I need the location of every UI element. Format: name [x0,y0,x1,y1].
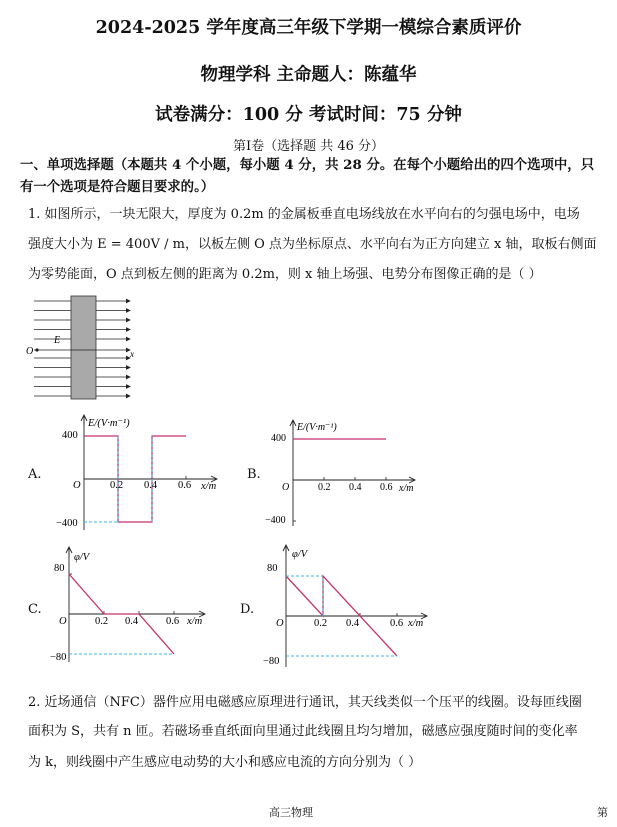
graph-A-tick-0.6: 0.6 [178,480,192,491]
option-A-label[interactable]: A. [28,467,42,482]
E-label: E [54,335,61,346]
footer-subject: 高三物理 [269,806,313,819]
footer-page: 第 [597,806,608,819]
q1-line1: 1. 如图所示，一块无限大，厚度为 0.2m 的金属板垂直电场线放在水平向右的匀强电场中，电场 [28,207,580,222]
graph-B-tick-0.2: 0.2 [318,482,331,493]
field-plate-figure [26,293,136,403]
option-C-label[interactable]: C. [28,602,42,617]
graph-D-tick-0.6: 0.6 [390,618,404,629]
q2-line2: 面积为 S，共有 n 匝。若磁场垂直纸面向里通过此线圈且均匀增加，磁感应强度随时间的变化率 [28,724,578,739]
graph-B-ylabel: E/(V·m⁻¹) [297,422,337,433]
graph-D-xlabel: x/m [408,618,424,629]
graph-D-tick-0.4: 0.4 [346,618,360,629]
graph-A-tick-0.4: 0.4 [144,480,158,491]
graph-B-origin: O [282,482,290,493]
graph-A-ylabel: E/(V·m⁻¹) [88,418,130,429]
graph-C-xlabel: x/m [187,616,203,627]
graph-A [55,412,225,532]
section1-line1: 一、单项选择题（本题共 4 个小题，每小题 4 分，共 28 分。在每个小题给出的四个选项中，只 [20,157,595,173]
exam-title: 2024-2025 学年度高三年级下学期一模综合素质评价 [95,18,522,38]
q1-line3: 为零势能面，O 点到板左侧的距离为 0.2m，则 x 轴上场强、电势分布图像正确的是（ ） [28,267,542,282]
graph-B [265,418,425,533]
graph-A-xlabel: x/m [201,481,217,492]
q2-line1: 2. 近场通信（NFC）器件应用电磁感应原理进行通讯，其天线类似一个压平的线圈。设每匝线圈 [28,695,582,710]
graph-B-tick-400: 400 [271,433,286,444]
graph-B-tick-0.6: 0.6 [380,482,393,493]
graph-C-tick-80: 80 [54,563,65,574]
graph-B-tick-neg400: −400 [265,515,286,526]
graph-A-origin: O [73,480,81,491]
graph-D-origin: O [276,618,284,629]
metal-plate [71,296,96,399]
subject-line: 物理学科 主命题人：陈蕴华 [200,65,417,85]
origin-dot [35,348,38,351]
graph-B-tick-0.4: 0.4 [349,482,362,493]
graph-C-tick-0.2: 0.2 [95,616,109,627]
graph-C [50,542,225,667]
option-B-label[interactable]: B. [247,467,261,482]
q1-line2: 强度大小为 E = 400V / m，以板左侧 O 点为坐标原点、水平向右为正方向建立 x 轴，取板右侧面 [28,237,597,252]
exam-info: 试卷满分：100 分 考试时间：75 分钟 [155,105,462,125]
graph-C-tick-0.4: 0.4 [125,616,139,627]
graph-D-tick-neg80: −80 [263,656,280,667]
graph-A-tick-400: 400 [62,430,78,441]
graph-A-tick-0.2: 0.2 [110,480,124,491]
x-label: x [130,349,134,359]
graph-D [262,542,442,672]
volume-title: 第Ⅰ卷（选择题 共 46 分） [232,139,385,154]
graph-C-tick-0.6: 0.6 [166,616,180,627]
graph-D-tick-80: 80 [267,563,278,574]
option-D-label[interactable]: D. [240,602,255,617]
origin-label: O [26,346,34,357]
graph-D-ylabel: φ/V [292,549,308,560]
section1-line2: 有一个选项是符合题目要求的。） [20,179,215,195]
graph-B-xlabel: x/m [399,483,414,494]
graph-C-tick-neg80: −80 [50,652,67,663]
graph-C-ylabel: φ/V [74,552,90,563]
q2-line3: 为 k，则线圈中产生感应电动势的大小和感应电流的方向分别为（ ） [28,755,422,770]
graph-D-tick-0.2: 0.2 [314,618,328,629]
graph-C-origin: O [59,616,67,627]
graph-A-tick-neg400: −400 [56,518,78,529]
